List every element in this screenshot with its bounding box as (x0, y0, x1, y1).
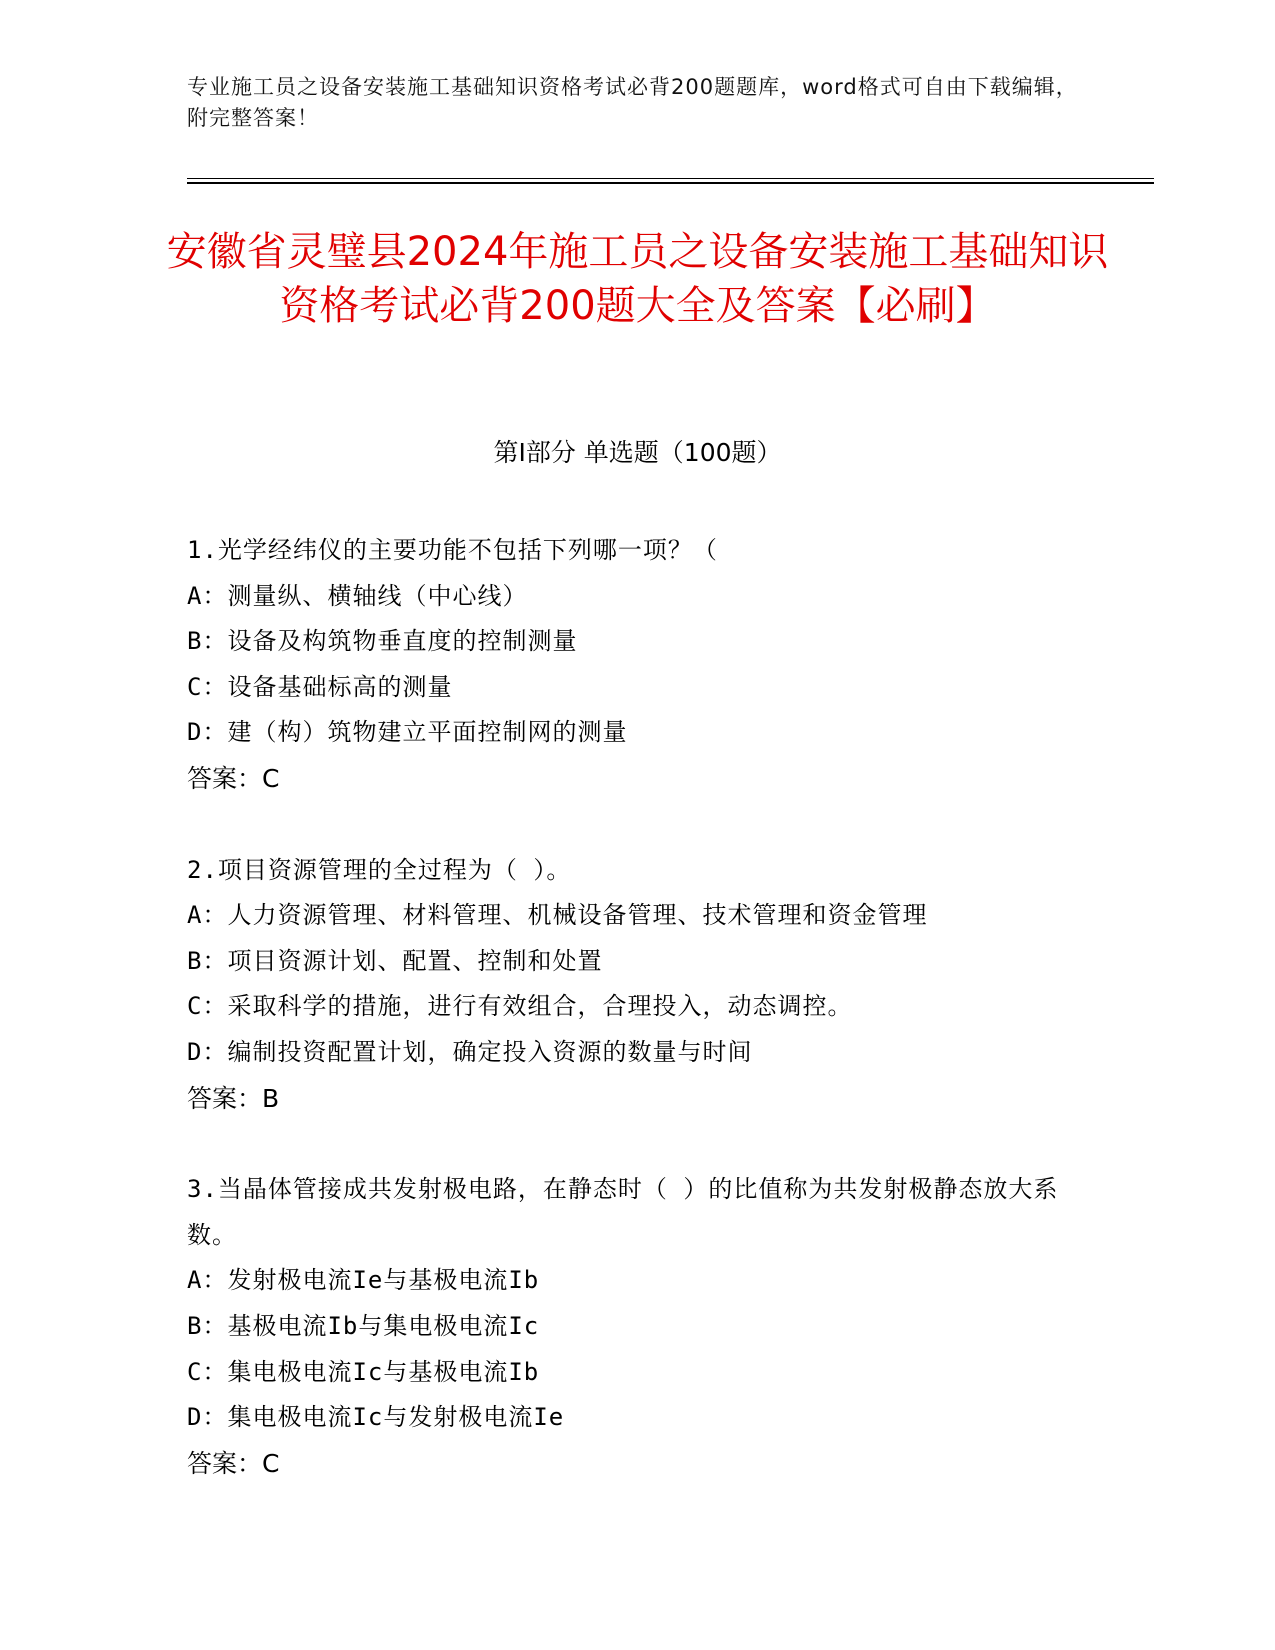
question-list (187, 528, 1087, 1532)
question-3 (187, 1167, 1087, 1486)
option-c: C：设备基础标高的测量 (187, 672, 453, 701)
header-divider-thin (187, 178, 1154, 179)
option-c: C：集电极电流Ic与基极电流Ib (187, 1357, 540, 1386)
header-note: 专业施工员之设备安装施工基础知识资格考试必背200题题库，word格式可自由下载编辑，附完整答案！ (187, 75, 1078, 130)
document-title: 安徽省灵璧县2024年施工员之设备安装施工基础知识资格考试必背200题大全及答案【必刷】 (166, 229, 1109, 329)
answer-line: 答案：C (187, 1448, 280, 1478)
option-d: D：集电极电流Ic与发射极电流Ie (187, 1403, 565, 1432)
option-b: B：设备及构筑物垂直度的控制测量 (187, 627, 578, 656)
answer-line: 答案：C (187, 763, 280, 793)
header-divider-thick (187, 182, 1154, 184)
option-c: C：采取科学的措施，进行有效组合，合理投入，动态调控。 (187, 992, 853, 1021)
option-a: A：测量纵、横轴线（中心线） (187, 581, 528, 610)
option-d: D：编制投资配置计划，确定投入资源的数量与时间 (187, 1037, 753, 1066)
option-b: B：基极电流Ib与集电极电流Ic (187, 1311, 540, 1340)
question-text: 3.当晶体管接成共发射极电路，在静态时（ ）的比值称为共发射极静态放大系数。 (187, 1175, 1059, 1249)
option-a: A：人力资源管理、材料管理、机械设备管理、技术管理和资金管理 (187, 901, 928, 930)
option-d: D：建（构）筑物建立平面控制网的测量 (187, 718, 628, 747)
question-text: 2.项目资源管理的全过程为（ ）。 (187, 855, 572, 884)
section-heading: 第I部分 单选题（100题） (493, 438, 782, 467)
question-text: 1.光学经纬仪的主要功能不包括下列哪一项？（ (187, 536, 718, 564)
question-1 (187, 528, 1087, 802)
option-b: B：项目资源计划、配置、控制和处置 (187, 946, 603, 975)
answer-line: 答案：B (187, 1083, 280, 1113)
question-2 (187, 848, 1087, 1122)
option-a: A：发射极电流Ie与基极电流Ib (187, 1266, 540, 1295)
